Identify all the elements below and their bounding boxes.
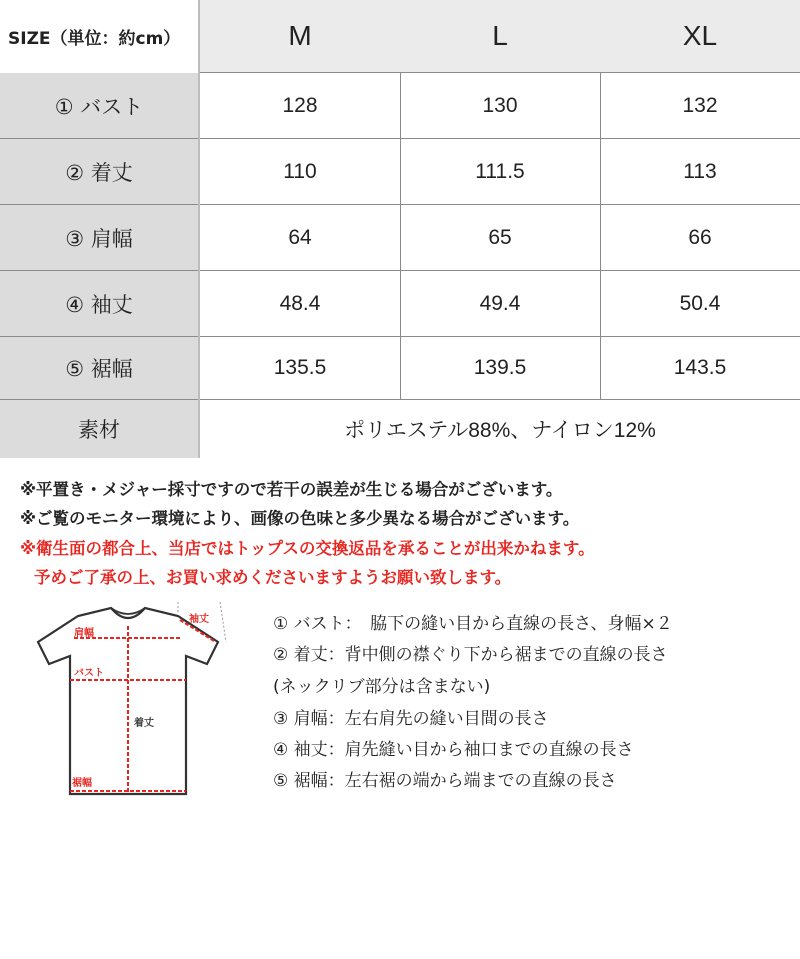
cell-length-m: 110 — [283, 159, 317, 183]
shoulder-label: 肩幅 — [74, 628, 94, 639]
cell-bust-l: 130 — [482, 93, 518, 117]
cell-material: ポリエステル88%、ナイロン12% — [344, 419, 656, 442]
row-label-material: 素材 — [0, 400, 198, 458]
grid-line — [198, 72, 800, 73]
cell-hem-l: 139.5 — [473, 356, 527, 379]
cell-sleeve-l: 49.4 — [479, 291, 521, 315]
legend-sleeve: ④ 袖丈：肩先縫い目から袖口までの直線の長さ — [273, 740, 634, 760]
cell-bust-xl: 132 — [682, 93, 718, 117]
grid-line — [198, 0, 200, 458]
tshirt-measurement-diagram — [18, 598, 244, 802]
row-label-bust: ① バスト — [0, 73, 198, 138]
cell-shoulder-xl: 66 — [688, 225, 712, 249]
cell-bust-m: 128 — [282, 93, 318, 117]
hem-label: 裾幅 — [72, 778, 92, 789]
legend-shoulder: ③ 肩幅：左右肩先の縫い目間の長さ — [273, 709, 549, 729]
cell-length-l: 111.5 — [475, 159, 525, 183]
length-label: 着丈 — [134, 718, 154, 729]
cell-sleeve-m: 48.4 — [279, 291, 321, 315]
size-unit-label: SIZE（単位：約cm） — [0, 0, 198, 72]
size-table — [0, 0, 800, 462]
note-measurement: ※平置き・メジャー採寸ですので若干の誤差が生じる場合がございます。 — [20, 480, 563, 499]
bust-label: バスト — [74, 668, 104, 679]
note-color: ※ご覧のモニター環境により、画像の色味と多少異なる場合がございます。 — [20, 509, 580, 528]
sleeve-label: 袖丈 — [189, 614, 209, 625]
cell-hem-xl: 143.5 — [673, 356, 727, 379]
grid-line — [400, 73, 401, 399]
cell-shoulder-l: 65 — [488, 225, 512, 249]
row-label-hem: ⑤ 裾幅 — [0, 337, 198, 399]
row-label-length: ② 着丈 — [0, 139, 198, 204]
size-header-m: M — [288, 20, 312, 51]
note-no-return: ※衛生面の都合上、当店ではトップスの交換返品を承ることが出来かねます。 — [20, 539, 595, 558]
note-acknowledge: 予めご了承の上、お買い求めくださいますようお願い致します。 — [34, 568, 512, 587]
legend-hem: ⑤ 裾幅：左右裾の端から端までの直線の長さ — [273, 771, 617, 791]
legend-length: ② 着丈：背中側の襟ぐり下から裾までの直線の長さ — [273, 645, 668, 665]
cell-hem-m: 135.5 — [273, 356, 327, 379]
guide-line — [220, 602, 226, 642]
cell-sleeve-xl: 50.4 — [679, 291, 721, 315]
legend-bust: ① バスト： 脇下の縫い目から直線の長さ、身幅×２ — [273, 614, 673, 634]
size-header-l: L — [492, 20, 508, 51]
legend-length-note: (ネックリブ部分は含まない) — [273, 677, 491, 697]
cell-length-xl: 113 — [683, 159, 717, 183]
grid-line — [0, 399, 800, 400]
row-label-shoulder: ③ 肩幅 — [0, 205, 198, 270]
row-label-sleeve: ④ 袖丈 — [0, 271, 198, 336]
size-header-xl: XL — [682, 20, 718, 51]
cell-shoulder-m: 64 — [288, 225, 312, 249]
grid-line — [600, 73, 601, 399]
